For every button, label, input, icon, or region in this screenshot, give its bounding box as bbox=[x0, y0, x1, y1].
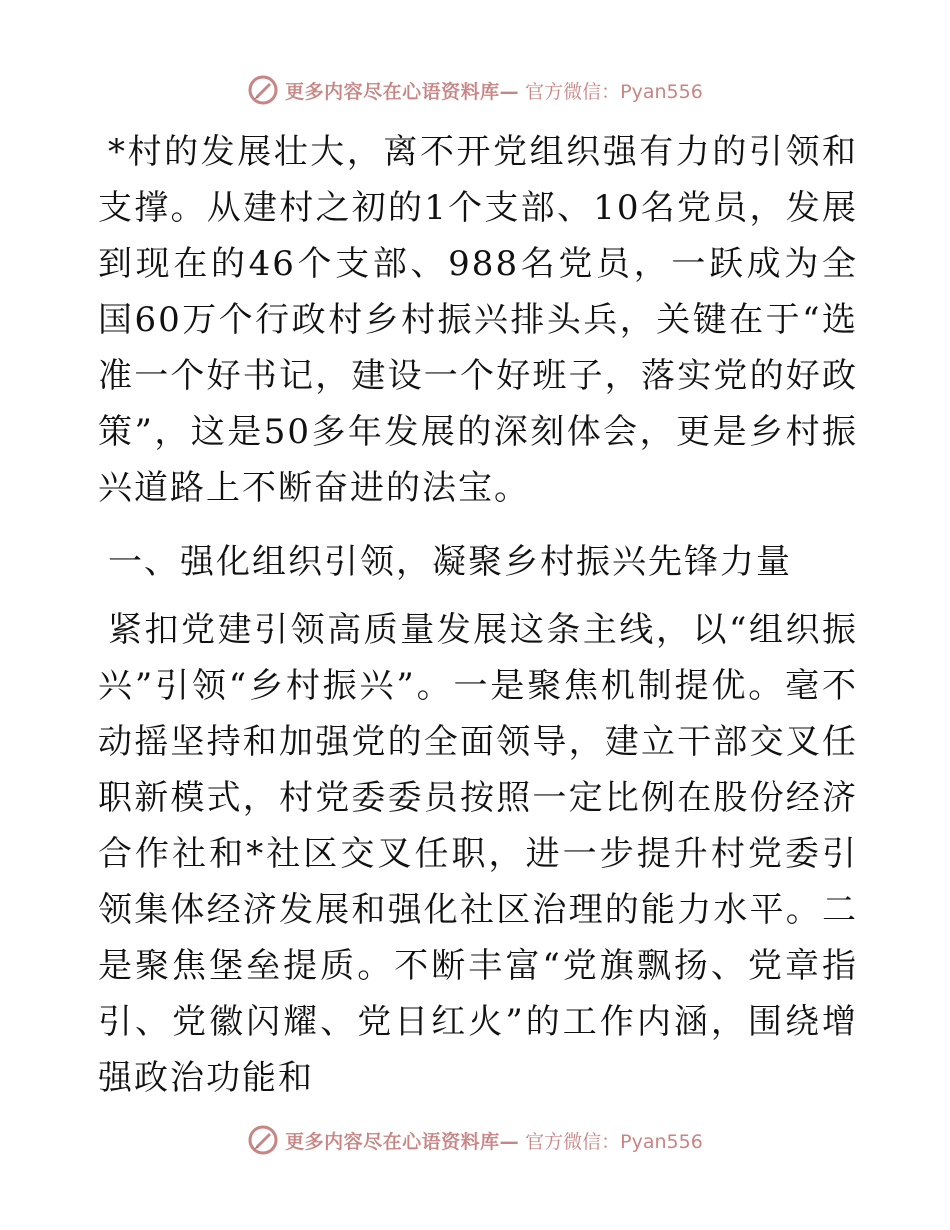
watermark-main-text: 更多内容尽在心语资料库— bbox=[285, 80, 520, 103]
quill-logo-icon bbox=[247, 1124, 279, 1156]
paragraph-2: 紧扣党建引领高质量发展这条主线，以“组织振兴”引领“乡村振兴”。一是聚焦机制提优。毫不动摇坚持和加强党的全面领导，建立干部交叉任职新模式，村党委委员按照一定比例在股份经济合作社和*社区交叉任职，进一步提升村党委引领集体经济发展和强化社区治理的能力水平。二是聚焦堡垒提质。不断丰富“党旗飘扬、党章指引、党徽闪耀、党日红火”的工作内涵，围绕增强政治功能和 bbox=[98, 610, 858, 1098]
watermark-wechat-text: 官方微信：Pyan556 bbox=[525, 80, 703, 103]
bottom-watermark-banner bbox=[0, 1120, 950, 1160]
quill-logo-icon bbox=[247, 74, 279, 106]
top-watermark-banner bbox=[0, 70, 950, 110]
watermark-wechat-text: 官方微信：Pyan556 bbox=[525, 1130, 703, 1153]
watermark-main-text: 更多内容尽在心语资料库— bbox=[285, 1130, 520, 1153]
section-heading: 一、强化组织引领，凝聚乡村振兴先锋力量 bbox=[108, 542, 792, 582]
paragraph-1: *村的发展壮大，离不开党组织强有力的引领和支撑。从建村之初的1个支部、10名党员，发展到现在的46个支部、988名党员，一跃成为全国60万个行政村乡村振兴排头兵，关键在于“选准一个好书记，建设一个好班子，落实党的好政策”，这是50多年发展的深刻体会，更是乡村振兴道路上不断奋进的法宝。 bbox=[98, 132, 858, 508]
document-body bbox=[98, 124, 858, 1106]
